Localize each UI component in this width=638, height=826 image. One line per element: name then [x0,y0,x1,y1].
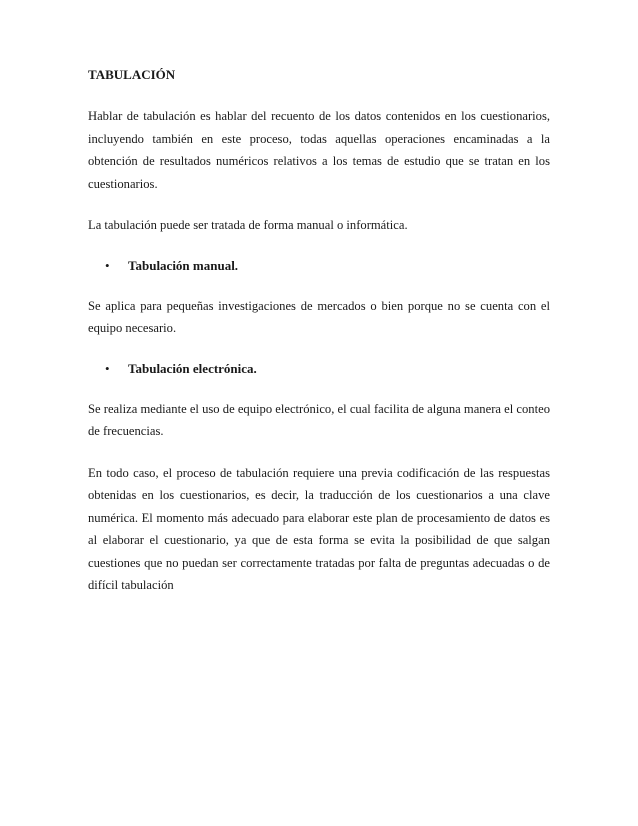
bullet-manual-label: Tabulación manual. [128,257,239,273]
paragraph-types: La tabulación puede ser tratada de forma manual o informática. [88,218,408,232]
bullet-electronic-label: Tabulación electrónica. [128,360,257,376]
bullet-manual [88,256,550,276]
document-title: TABULACIÓN [88,67,176,82]
paragraph-definition: Hablar de tabulación es hablar del recuento de los datos contenidos en los cuestionarios, incluyendo también en este proceso, todas aquellas operaciones encaminadas a la obtención de resultados numéricos relativos a los temas de estudio que se tratan en los cuestionarios. [88,109,550,191]
paragraph-manual: Se aplica para pequeñas investigaciones de mercados o bien porque no se cuenta con el equipo necesario. [88,298,550,335]
bullet-electronic [88,359,550,379]
bullet-dot-icon: • [105,360,110,376]
document-page [88,66,550,616]
paragraph-electronic: Se realiza mediante el uso de equipo electrónico, el cual facilita de alguna manera el conteo de frecuencias. [88,401,550,438]
paragraph-conclusion: En todo caso, el proceso de tabulación requiere una previa codificación de las respuestas obtenidas en los cuestionarios, es decir, la traducción de los cuestionarios a una clave numérica. El momento más adecuado para elaborar este plan de procesamiento de datos es al elaborar el cuestionario, ya que de esta forma se evita la posibilidad de que salgan cuestiones que no puedan ser correctamente tratadas por falta de preguntas adecuadas o de difícil tabulación [88,465,550,592]
bullet-dot-icon: • [105,257,110,273]
